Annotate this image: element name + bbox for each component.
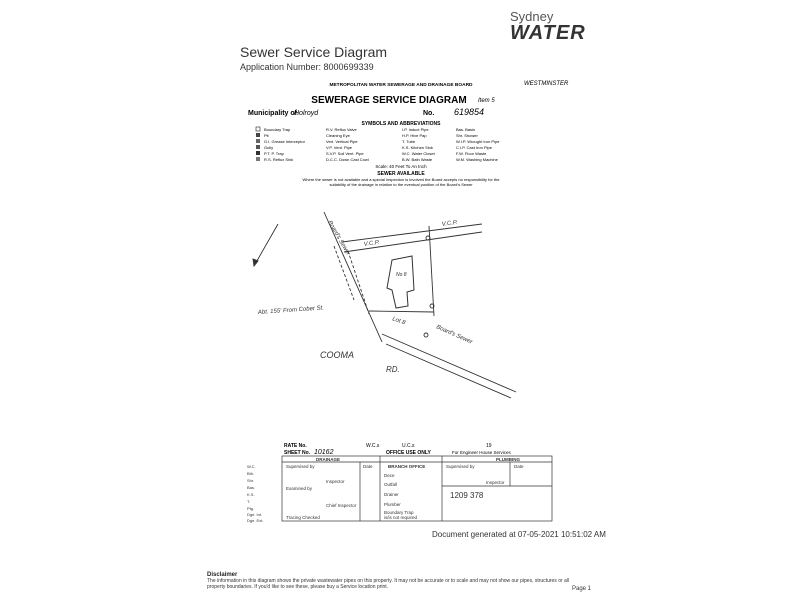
map-vcp-label: V.C.P. <box>363 239 381 248</box>
logo-line-1: Sydney <box>510 9 554 24</box>
no-value: 619854 <box>454 107 485 117</box>
sheet-no-value: 10162 <box>314 449 334 456</box>
map-boards-sewer-label: Board's Sewer <box>435 324 474 346</box>
board-handwritten: WESTMINSTER <box>524 81 569 87</box>
boundary-trap-symbol-icon <box>256 127 260 131</box>
map-sewer-top-label: Board's Sewer <box>326 220 351 257</box>
board-name: METROPOLITAN WATER SEWERAGE AND DRAINAGE BOARD <box>329 83 473 88</box>
scale-note: Scale: 40 Feet To An Inch <box>375 164 427 169</box>
p-trap-symbol-icon <box>256 151 260 155</box>
pit-symbol-icon <box>256 133 260 137</box>
drain-line <box>348 251 369 314</box>
outfall-label: Outfall <box>384 482 398 487</box>
year-label: 19 <box>486 443 492 449</box>
heading-handwritten: Item 5 <box>478 98 495 104</box>
symbols-row <box>256 151 487 156</box>
house-outline <box>387 256 414 308</box>
notice-line-2: suitability of the drainage in relation to the eventual position of the Board's Sewer <box>329 182 473 187</box>
disclaimer-text: The information in this diagram shows the private wastewater pipes on this property. It may not be accurate or to scale and may not show our pipes, structures or all property boundaries. If you'd like to see these, please buy a Service location print. <box>207 578 570 590</box>
branch-office-heading: BRANCH OFFICE <box>388 464 426 469</box>
symbol-entry: Boundary Trap <box>264 127 291 132</box>
symbols-row <box>256 139 500 144</box>
side-label: K.S. <box>247 492 255 497</box>
sydney-water-logo <box>510 10 588 43</box>
disclaimer-title: Disclaimer <box>207 572 238 578</box>
symbol-entry: Bas. Basin <box>456 127 476 132</box>
no-label: No. <box>423 110 435 117</box>
symbols-row <box>256 127 475 132</box>
stamp-number: 1209 378 <box>450 491 484 500</box>
chief-inspector-label: Chief Inspector <box>326 503 357 508</box>
symbol-entry: Cleaning Eye <box>326 133 350 138</box>
side-label: Ptg. <box>247 506 255 511</box>
plumbing-supervised-label: Supervised by <box>446 464 475 469</box>
map-sewer-vcp-label: V.C.P. <box>441 219 459 228</box>
site-plan <box>253 212 516 398</box>
rate-no-label: RATE No. <box>284 443 307 449</box>
symbol-entry: Pit <box>264 133 269 138</box>
symbol-entry: D.C.C. Down Cast Cowl <box>326 157 369 162</box>
symbol-entry: K.S. Kitchen Sink <box>402 145 433 150</box>
symbol-entry: F.W. Floor Waste <box>456 151 487 156</box>
symbol-entry: Gully <box>264 145 274 150</box>
side-label: Bas. <box>247 485 256 490</box>
symbol-entry: Vert. Vertical Pipe <box>326 139 358 144</box>
side-label: Dge. Int. <box>247 512 263 517</box>
lot-boundary-bottom <box>369 311 434 312</box>
plumbing-date-label: Date <box>514 464 524 469</box>
symbol-entry: V.P. Vent. Pipe <box>326 145 353 150</box>
boundary-line-bottom <box>386 344 511 398</box>
notice-line-1: Where the sewer is not available and a special inspection is involved the Board accepts no responsibility for the <box>302 177 500 182</box>
diagram-heading: SEWERAGE SERVICE DIAGRAM <box>311 95 467 106</box>
form-side-labels <box>247 464 263 523</box>
ucs-label: U.C.s <box>402 443 415 449</box>
north-arrow <box>254 224 278 266</box>
dece-label: Dece <box>384 473 395 478</box>
map-lot-label: Lot 8 <box>391 316 406 327</box>
symbol-entry: W.C. Water Closet <box>402 151 435 156</box>
scanned-diagram <box>246 76 569 526</box>
manhole-icon <box>424 333 428 337</box>
map-rd-label: RD. <box>386 365 400 374</box>
symbols-heading: SYMBOLS AND ABBREVIATIONS <box>361 121 441 127</box>
symbol-entry: C.I.P. Cast Iron Pipe <box>456 145 492 150</box>
symbols-row <box>256 157 499 162</box>
symbols-row <box>256 133 478 138</box>
wcs-label: W.C.s <box>366 443 380 449</box>
tracing-checked-label: Tracing Checked <box>286 515 320 520</box>
logo-line-2: WATER <box>510 22 586 44</box>
plumber-label: Plumber <box>384 502 401 507</box>
reflux-sink-symbol-icon <box>256 157 260 161</box>
side-label: Dge. Ext. <box>247 518 264 523</box>
municipality-label: Municipality of <box>248 110 297 117</box>
drainage-heading: DRAINAGE <box>316 457 341 462</box>
plumbing-inspector-label: Inspector <box>486 480 505 485</box>
office-use-label: OFFICE USE ONLY <box>386 450 431 456</box>
sewer-line-top <box>342 224 482 242</box>
plumbing-heading: PLUMBING <box>496 457 520 462</box>
symbol-entry: T. Tube <box>402 139 416 144</box>
symbol-entry: R.S. Reflux Sink <box>264 157 294 162</box>
symbol-entry: R.V. Reflux Valve <box>326 127 357 132</box>
map-distance-label: Abt. 155' From Cober St. <box>257 305 325 316</box>
symbol-entry: B.W. Bath Waste <box>402 157 433 162</box>
boundary-trap-label: Boundary Trap <box>384 510 414 515</box>
document-title: Sewer Service Diagram <box>240 44 388 60</box>
side-label: Shr. <box>247 478 255 483</box>
symbol-entry: Shr. Shower <box>456 133 478 138</box>
symbol-entry: S.V.P. Soil Vent. Pipe <box>326 151 364 156</box>
side-label: Bth. <box>247 471 255 476</box>
drainage-inspector-label: Inspector <box>326 479 345 484</box>
engineer-label: For Engineer House Services <box>452 450 511 455</box>
side-label: T. <box>247 499 251 504</box>
drainage-supervised-label: Supervised by <box>286 464 315 469</box>
is-not-required-label: is/is not required <box>384 515 418 520</box>
symbol-entry: W.I.P. Wrought Iron Pipe <box>456 139 500 144</box>
application-number: Application Number: 8000699339 <box>240 62 374 72</box>
grease-interceptor-symbol-icon <box>256 139 260 143</box>
symbols-table <box>256 127 500 162</box>
symbol-entry: W.M. Washing Machine <box>456 157 498 162</box>
generated-timestamp: Document generated at 07-05-2021 10:51:02 AM <box>432 530 606 539</box>
symbol-entry: G.I. Grease Interceptor <box>264 139 305 144</box>
symbol-entry: P.T. P. Trap <box>264 151 284 156</box>
municipality-value: Holroyd <box>294 110 319 117</box>
page-number: Page 1 <box>572 586 592 592</box>
side-label: W.C. <box>247 464 256 469</box>
drainer-label: Drainer <box>384 492 399 497</box>
symbol-entry: H.P. Hive Pap <box>402 133 427 138</box>
gully-symbol-icon <box>256 145 260 149</box>
examined-label: Examined by <box>286 486 313 491</box>
symbols-row <box>256 145 493 150</box>
house-number: No 8 <box>396 272 407 278</box>
drainage-date-label: Date <box>363 464 373 469</box>
sewer-available-heading: SEWER AVAILABLE <box>377 171 425 177</box>
sheet-no-label: SHEET No. <box>284 450 311 456</box>
map-cooma-label: COOMA <box>320 350 355 360</box>
sewer-line-bottom <box>382 334 516 392</box>
symbol-entry: I.P. Induct Pipe <box>402 127 429 132</box>
